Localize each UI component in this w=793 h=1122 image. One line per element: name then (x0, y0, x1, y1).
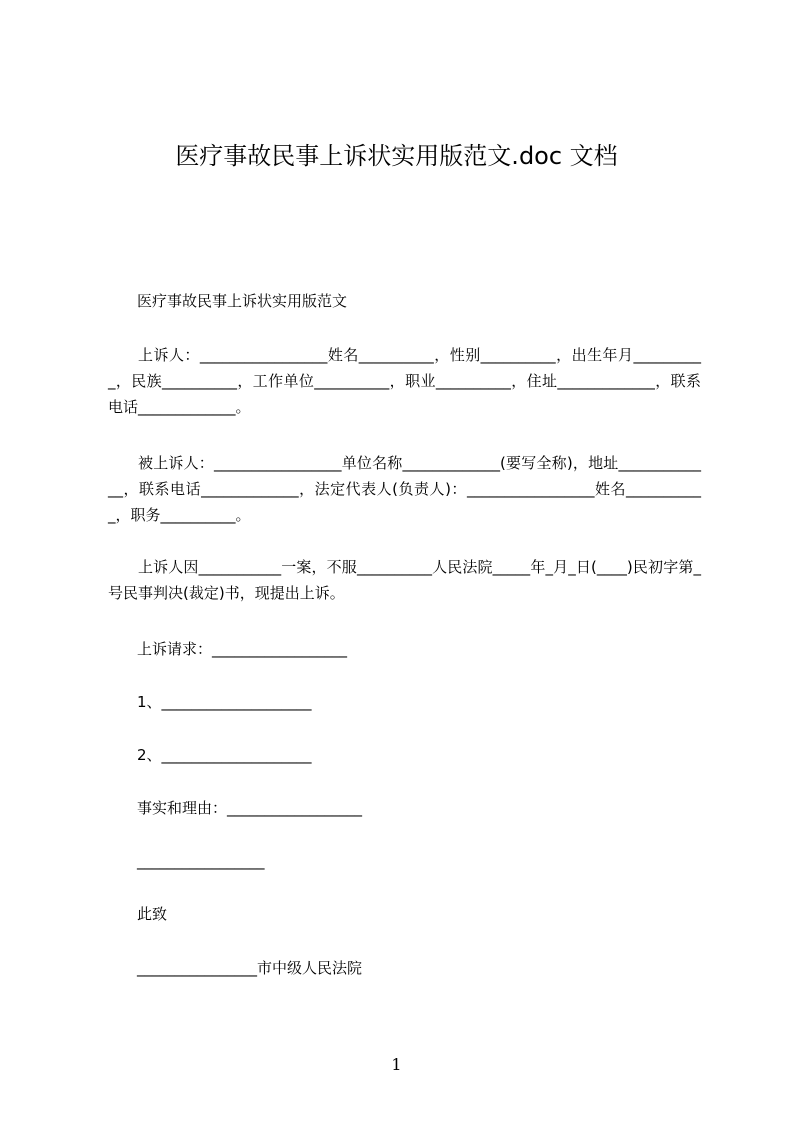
facts-and-reasons-label: 事实和理由：__________________ (137, 799, 363, 817)
appeal-requests-label: 上诉请求：__________________ (137, 640, 348, 658)
appellant-paragraph: 上诉人：_________________姓名__________，性别__________，出生年月__________，民族__________，工作单位__________，职业__________，住址_____________，联系电话_____________。 (108, 346, 701, 416)
closing-salutation: 此致 (137, 905, 168, 923)
case-statement-paragraph: 上诉人因___________一案，不服__________人民法院_____年_月_日(____)民初字第_号民事判决(裁定)书，现提出上诉。 (108, 558, 701, 602)
court-addressee: ________________市中级人民法院 (137, 959, 363, 977)
appeal-request-item: 2、____________________ (137, 746, 312, 764)
document-subtitle: 医疗事故民事上诉状实用版范文 (137, 292, 348, 310)
appellee-paragraph: 被上诉人：_________________单位名称_____________(要写全称)，地址_____________，联系电话_____________，法定代表人(负责人)：_________________姓名___________，职务__________。 (108, 454, 701, 524)
facts-blank-line: _________________ (137, 852, 265, 870)
document-title: 医疗事故民事上诉状实用版范文.doc 文档 (175, 142, 618, 170)
page-number: 1 (391, 1055, 402, 1074)
appeal-request-item: 1、____________________ (137, 693, 312, 711)
